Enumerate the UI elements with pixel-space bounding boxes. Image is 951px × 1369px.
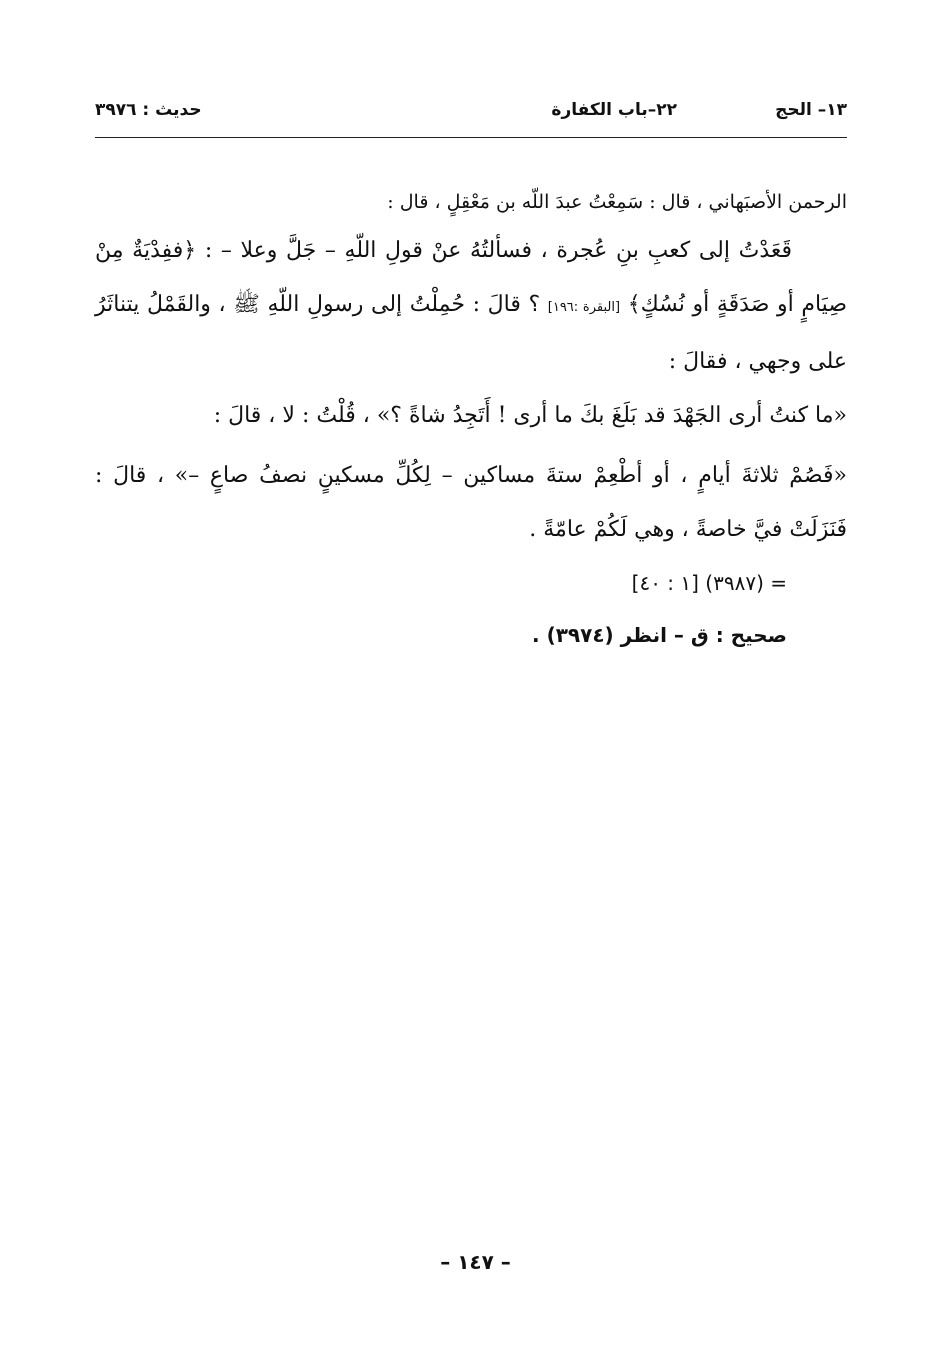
running-header	[95, 98, 847, 128]
hadith-number: حديث : ٣٩٧٦	[95, 100, 202, 120]
header-rule	[95, 137, 847, 138]
quran-quote: ﴿ففِدْيَةٌ مِنْ صِيَامٍ أو صَدَقَةٍ أو نُسُكٍ﴾	[95, 238, 848, 317]
paragraph-1-opening: قَعَدْتُ إلى كعبِ بنِ عُجرة ، فسألتُهُ عنْ قولِ اللّهِ – جَلَّ وعلا – :	[204, 238, 793, 263]
page-number: – ١٤٧ –	[440, 1250, 511, 1274]
paragraph-3: «فَصُمْ ثلاثةَ أيامٍ ، أو أطْعِمْ ستةَ مساكين – لِكُلِّ مسكينٍ نصفُ صاعٍ –» ، قالَ : فَنَزَلَتْ فيَّ خاصةً ، وهي لَكُمْ عامّةً .	[95, 463, 847, 542]
chain-of-narration: الرحمن الأصبَهاني ، قال : سَمِعْتُ عبدَ اللّه بن مَعْقِلٍ ، قال :	[387, 191, 847, 213]
authenticity-grade: صحيح : ق – انظر (٣٩٧٤) .	[532, 623, 787, 647]
quran-reference: [البقرة :١٩٦]	[547, 300, 621, 315]
paragraph-2: «ما كنتُ أرى الجَهْدَ قد بَلَغَ بكَ ما أرى ! أَتَجِدُ شاةً ؟» ، قُلْتُ : لا ، قالَ :	[213, 403, 847, 428]
paragraph-1-continuation: ؟ قالَ : حُمِلْتُ إلى رسولِ اللّهِ ﷺ ، والقَمْلُ يتناثَرُ على وجهي ، فقالَ :	[95, 292, 847, 374]
hadith-text	[95, 180, 847, 661]
paragraph-1	[95, 224, 847, 389]
cross-reference: = (٣٩٨٧) [١ : ٤٠]	[631, 571, 787, 595]
chapter-title: ١٣– الحج	[775, 100, 847, 120]
section-title: ٢٢–باب الكفارة	[551, 100, 677, 120]
